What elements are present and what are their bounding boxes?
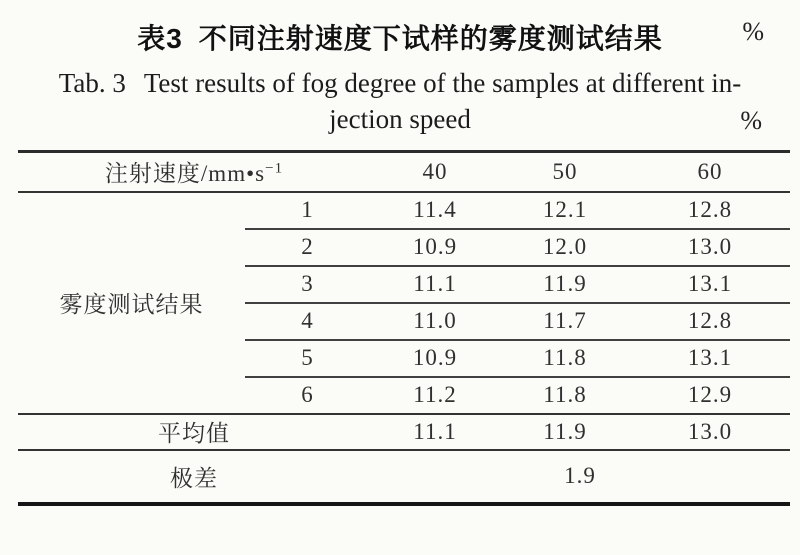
haze-value-cell: 11.1 (370, 266, 500, 303)
table-caption-en-line1 (0, 68, 800, 99)
haze-value-cell: 12.9 (630, 377, 790, 414)
unit-percent-zh: % (742, 17, 764, 46)
table-title-zh-text: 不同注射速度下试样的雾度测试结果 (198, 23, 663, 54)
haze-value-cell: 11.8 (500, 340, 630, 377)
injection-speed-header (18, 152, 370, 192)
speed-header-50: 50 (500, 152, 630, 192)
average-row (18, 414, 790, 450)
haze-results-table (18, 150, 790, 506)
table-container (18, 150, 790, 506)
injection-speed-label: 注射速度/mm•s (104, 161, 266, 187)
haze-value-cell: 12.8 (630, 303, 790, 340)
average-value-cell: 11.9 (500, 414, 630, 450)
table-number-en: Tab. 3 (58, 68, 126, 98)
unit-percent-en: % (740, 106, 762, 135)
header-row (18, 152, 790, 192)
haze-value-cell: 10.9 (370, 229, 500, 266)
sample-number-cell: 4 (245, 303, 370, 340)
table-title-en-text: Test results of fog degree of the samples at different in- (143, 68, 742, 98)
haze-value-cell: 13.1 (630, 340, 790, 377)
haze-value-cell: 11.2 (370, 377, 500, 414)
table-row (18, 192, 790, 229)
sample-number-cell: 1 (245, 192, 370, 229)
haze-value-cell: 12.8 (630, 192, 790, 229)
table-caption-zh (0, 17, 800, 57)
haze-value-cell: 11.9 (500, 266, 630, 303)
range-value-cell: 1.9 (564, 463, 596, 488)
haze-value-cell: 13.1 (630, 266, 790, 303)
haze-value-cell: 10.9 (370, 340, 500, 377)
sample-number-cell: 5 (245, 340, 370, 377)
speed-header-60: 60 (630, 152, 790, 192)
haze-value-cell: 13.0 (630, 229, 790, 266)
row-group-label: 雾度测试结果 (18, 192, 245, 414)
average-value-cell: 11.1 (370, 414, 500, 450)
haze-value-cell: 11.7 (500, 303, 630, 340)
speed-header-40: 40 (370, 152, 500, 192)
haze-value-cell: 11.0 (370, 303, 500, 340)
sample-number-cell: 6 (245, 377, 370, 414)
range-label: 极差 (170, 465, 218, 491)
haze-value-cell: 11.4 (370, 192, 500, 229)
sample-number-cell: 2 (245, 229, 370, 266)
table-title-en-text-cont: jection speed (329, 104, 471, 134)
sample-number-cell: 3 (245, 266, 370, 303)
average-value-cell: 13.0 (630, 414, 790, 450)
range-row (18, 450, 790, 504)
haze-value-cell: 12.0 (500, 229, 630, 266)
haze-value-cell: 11.8 (500, 377, 630, 414)
haze-value-cell: 12.1 (500, 192, 630, 229)
superscript-minus-one: −1 (265, 160, 284, 177)
average-label: 平均值 (18, 414, 370, 450)
table-caption-en-line2 (0, 104, 800, 135)
table-number-zh: 表3 (137, 23, 183, 54)
